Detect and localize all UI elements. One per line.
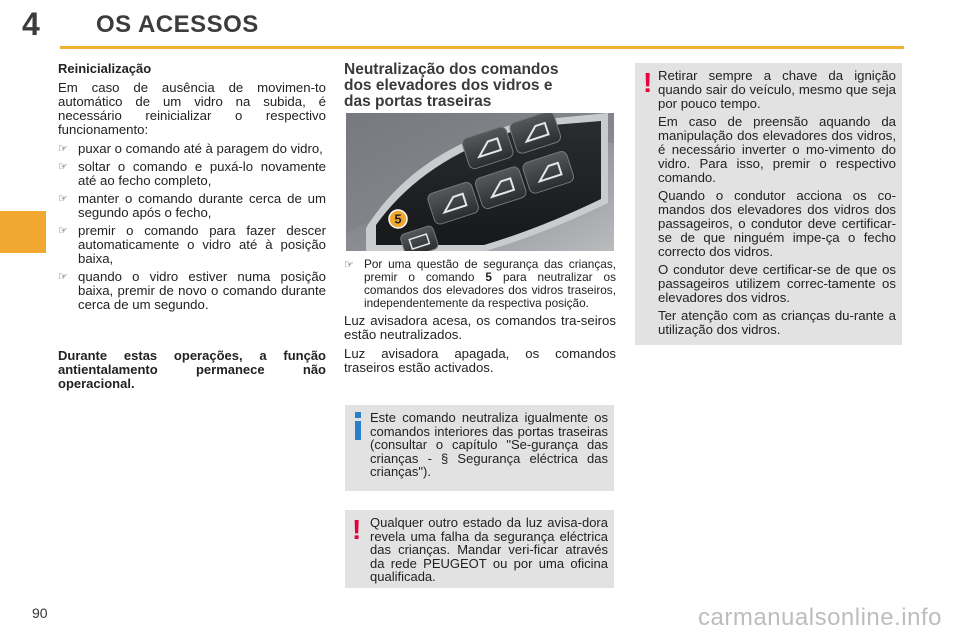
info-box — [345, 405, 614, 491]
photo-callout-5: 5 — [394, 211, 402, 227]
warning-paragraph: O condutor deve certificar-se de que os passageiros utilizem correc-tamente os elevadores dos vidros. — [658, 262, 896, 305]
info-icon — [352, 412, 364, 440]
command-5-ref: 5 — [485, 270, 492, 284]
hand-pointer-bullet-icon: ☞ — [58, 143, 68, 155]
light-off-text: Luz avisadora apagada, os comandos traseiros estão activados. — [344, 346, 616, 375]
watermark: carmanualsonline.info — [698, 604, 942, 631]
list-item: ☞ quando o vidro estiver numa posição baixa, premir de novo o comando durante cerca de um segundo. — [58, 269, 326, 312]
list-item: ☞ manter o comando durante cerca de um segundo após o fecho, — [58, 191, 326, 220]
alert-box-text: Qualquer outro estado da luz avisa-dora revela uma falha da segurança eléctrica das crianças. Mandar veri-ficar através da rede PEUGEOT ou por uma oficina qualificada. — [370, 515, 608, 584]
warning-exclamation-icon: ! — [643, 67, 653, 98]
warning-exclamation-icon: ! — [352, 514, 362, 545]
antipinch-note: Durante estas operações, a função antientalamento permanece não operacional. — [58, 348, 326, 391]
warning-paragraph: Em caso de preensão aquando da manipulação dos elevadores dos vidros, é necessário inverter o mo-vimento do vidro. Para isso, premir o respectivo comando. — [658, 114, 896, 185]
middle-heading: Neutralização dos comandos dos elevadores dos vidros e das portas traseiras — [344, 61, 559, 110]
hand-pointer-bullet-icon: ☞ — [58, 271, 68, 283]
hand-pointer-bullet-icon: ☞ — [58, 225, 68, 237]
hand-pointer-bullet-icon: ☞ — [344, 259, 354, 271]
safety-warning-box — [635, 63, 902, 345]
door-control-photo — [346, 113, 614, 251]
page-number: 90 — [32, 605, 48, 621]
warning-paragraph: Retirar sempre a chave da ignição quando sair do veículo, mesmo que seja por pouco tempo. — [658, 68, 896, 111]
chapter-side-tab — [0, 211, 46, 253]
light-on-text: Luz avisadora acesa, os comandos tra-seiros estão neutralizados. — [344, 313, 616, 342]
list-item: ☞ puxar o comando até à paragem do vidro, — [58, 141, 323, 156]
left-column — [58, 62, 326, 316]
warning-paragraph: Ter atenção com as crianças du-rante a utilização dos vidros. — [658, 308, 896, 337]
reinit-intro: Em caso de ausência de movimen-to automático de um vidro na subida, é necessário reinicializar o respectivo funcionamento: — [58, 80, 326, 137]
hand-pointer-bullet-icon: ☞ — [58, 161, 68, 173]
list-item: ☞ premir o comando para fazer descer automaticamente o vidro até à posição baixa, — [58, 223, 326, 266]
info-box-text: Este comando neutraliza igualmente os comandos interiores das portas traseiras (consultar o capítulo "Se-gurança das crianças - § Segurança eléctrica das crianças"). — [370, 410, 608, 479]
list-item: ☞ Por uma questão de segurança das crianças, premir o comando 5 para neutralizar os comandos dos elevadores dos vidros traseiros, independentemente da respectiva posição. — [344, 257, 617, 310]
middle-body — [344, 258, 616, 380]
chapter-number: 4 — [22, 6, 40, 42]
chapter-title: OS ACESSOS — [96, 11, 259, 38]
alert-box — [345, 510, 614, 588]
reinit-heading: Reinicialização — [58, 61, 152, 76]
hand-pointer-bullet-icon: ☞ — [58, 193, 68, 205]
warning-paragraph: Quando o condutor acciona os co-mandos dos elevadores dos vidros dos passageiros, o condutor deve certificar-se de que ninguém impe-ça o fecho correcto dos vidros. — [658, 188, 896, 259]
header-rule — [60, 46, 904, 49]
list-item: ☞ soltar o comando e puxá-lo novamente até ao fecho completo, — [58, 159, 326, 188]
